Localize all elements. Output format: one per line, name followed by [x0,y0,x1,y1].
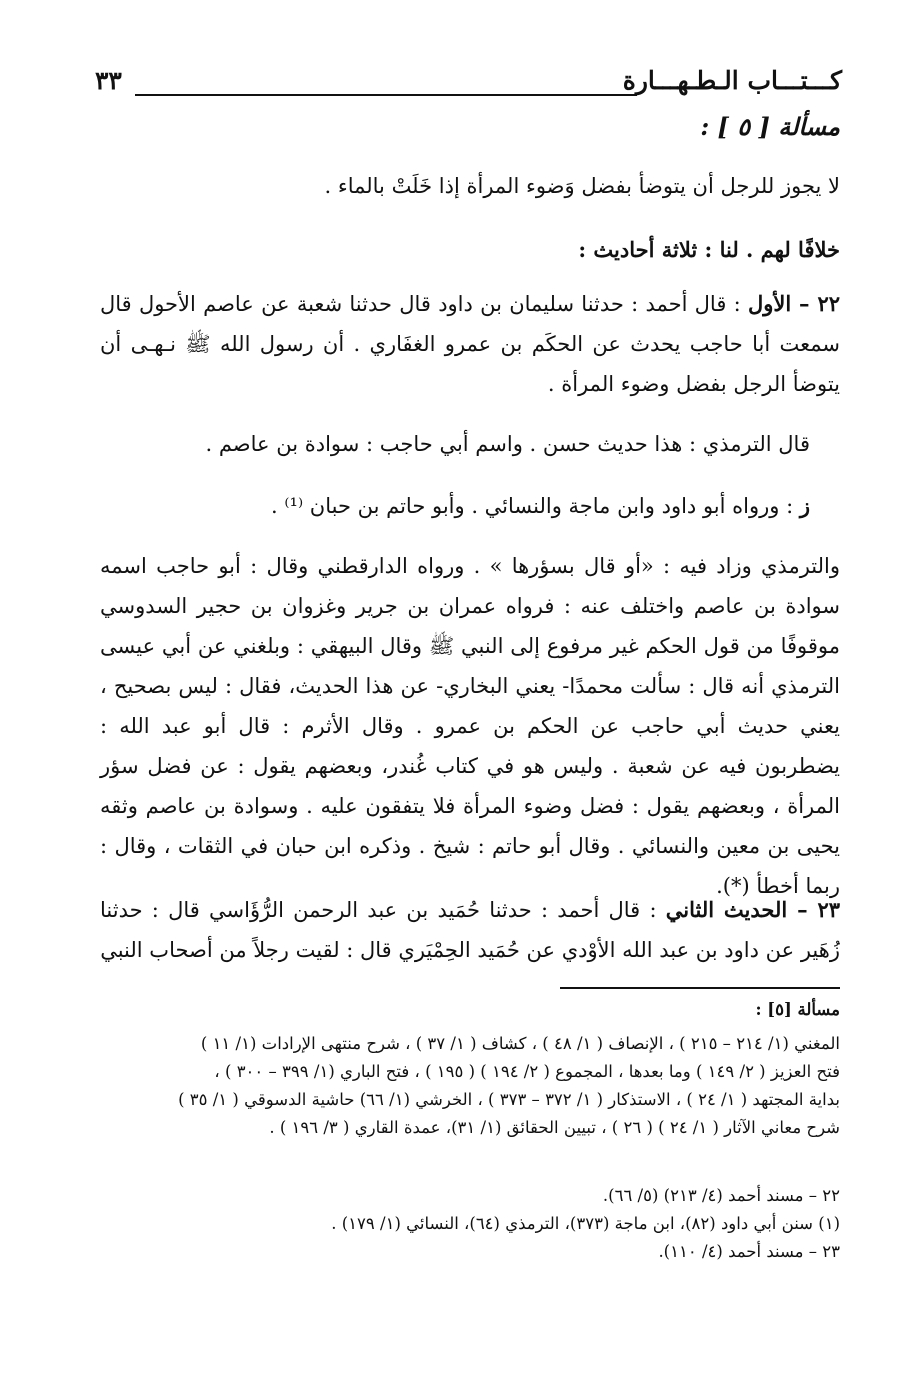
issue-title: مسألة [ ٥ ] : [700,112,840,141]
page-number: ٣٣ [95,66,122,95]
footnote-notes [100,1182,840,1266]
footnote-line: بداية المجتهد ( ١/ ٢٤ ) ، الاستذكار ( ١/ ٣٧٢ – ٣٧٣ ) ، الخرشي (١/ ٦٦) حاشية الدسوقي ( ١/ ٣٥ ) [178,1090,840,1109]
narrators-paragraph [80,486,810,526]
footnote-note: ٢٣ – مسند أحمد (٤/ ١١٠). [658,1242,840,1261]
header-rule [135,94,637,96]
hadith-22-text: : قال أحمد : حدثنا سليمان بن داود قال حدثنا شعبة عن عاصم الأحول قال سمعت أبا حاجب يحدث عن الحكَم بن عمرو الغفَاري . أن رسول الله ﷺ نـهـى أن يتوضأ الرجل بفضل وضوء المرأة . [100,292,840,396]
hadith-23-text: : قال أحمد : حدثنا حُمَيد بن عبد الرحمن الرُّؤَاسي قال : حدثنا زُهَير عن داود بن عبد الله الأوْدي عن حُمَيد الحِمْيَري قال : لقيت رجلاً من أصحاب النبي [100,898,840,962]
running-title: كـــتـــاب الـطـهـــارة [622,66,842,95]
takhrij-paragraph: والترمذي وزاد فيه : «أو قال بسؤرها » . ورواه الدارقطني وقال : أبو حاجب اسمه سوادة بن عاصم واختلف عنه : فرواه عمران بن جرير وغزوان بن حجير السدوسي موقوفًا من قول الحكم غير مرفوع إلى النبي ﷺ وقال البيهقي : وبلغني عن أبي عيسى الترمذي أنه قال : سألت محمدًا- يعني البخاري- عن هذا الحديث، فقال : ليس بصحيح ، يعني حديث أبي حاجب عن الحكم بن عمرو . وقال الأثرم : قال أبو عبد الله : يضطربون فيه عن شعبة . وليس هو في كتاب غُندر، وبعضهم يقول : عن فضل سؤر المرأة ، وبعضهم يقول : فضل وضوء المرأة فلا يتفقون عليه . وسوادة بن عاصم وثقه يحيى بن معين والنسائي . وقال أبو حاتم : شيخ . وذكره ابن حبان في الثقات ، وقال : ربما أخطأ (*). [100,554,840,898]
hadith-23-label: ٢٣ – الحديث الثاني [665,897,840,922]
footnote-references [100,1030,840,1142]
footnote-note: (١) سنن أبي داود (٨٢)، ابن ماجة (٣٧٣)، الترمذي (٦٤)، النسائي (١/ ١٧٩) . [331,1214,840,1233]
page-header [95,66,842,110]
hadith-22-label: ٢٢ – الأول [747,291,840,316]
evidence-intro: خلافًا لهم . لنا : ثلاثة أحاديث : [578,237,840,262]
footnote-rule [560,987,840,989]
tirmidhi-note: قال الترمذي : هذا حديث حسن . واسم أبي حاجب : سوادة بن عاصم . [205,432,810,456]
footnote-title: مسألة [٥] : [755,1000,840,1019]
narrators-text: : ورواه أبو داود وابن ماجة والنسائي . وأبو حاتم بن حبان ⁽¹⁾ . [271,494,800,518]
ruling-paragraph: لا يجوز للرجل أن يتوضأ بفضل وَضوء المرأة إذا خَلَتْ بالماء . [324,174,840,198]
hadith-22-paragraph [100,284,840,404]
footnote-line: شرح معاني الآثار ( ١/ ٢٤ ) ( ٢٦ ) ، تبيين الحقائق (١/ ٣١)، عمدة القاري ( ٣/ ١٩٦ ) . [269,1118,840,1137]
footnote-line: فتح العزيز ( ٢/ ١٤٩ ) وما بعدها ، المجموع ( ٢/ ١٩٤ ) ( ١٩٥ ) ، فتح الباري (١/ ٣٩٩ – ٣٠٠ ) ، [214,1062,840,1081]
hadith-23-paragraph [100,890,840,970]
footnote-note: ٢٢ – مسند أحمد (٤/ ٢١٣) (٥/ ٦٦). [602,1186,840,1205]
footnote-line: المغني (١/ ٢١٤ – ٢١٥ ) ، الإنصاف ( ١/ ٤٨ ) ، كشاف ( ١/ ٣٧ ) ، شرح منتهى الإرادات (١/ ١١ ) [200,1034,840,1053]
zawaid-label: ز [799,493,810,518]
